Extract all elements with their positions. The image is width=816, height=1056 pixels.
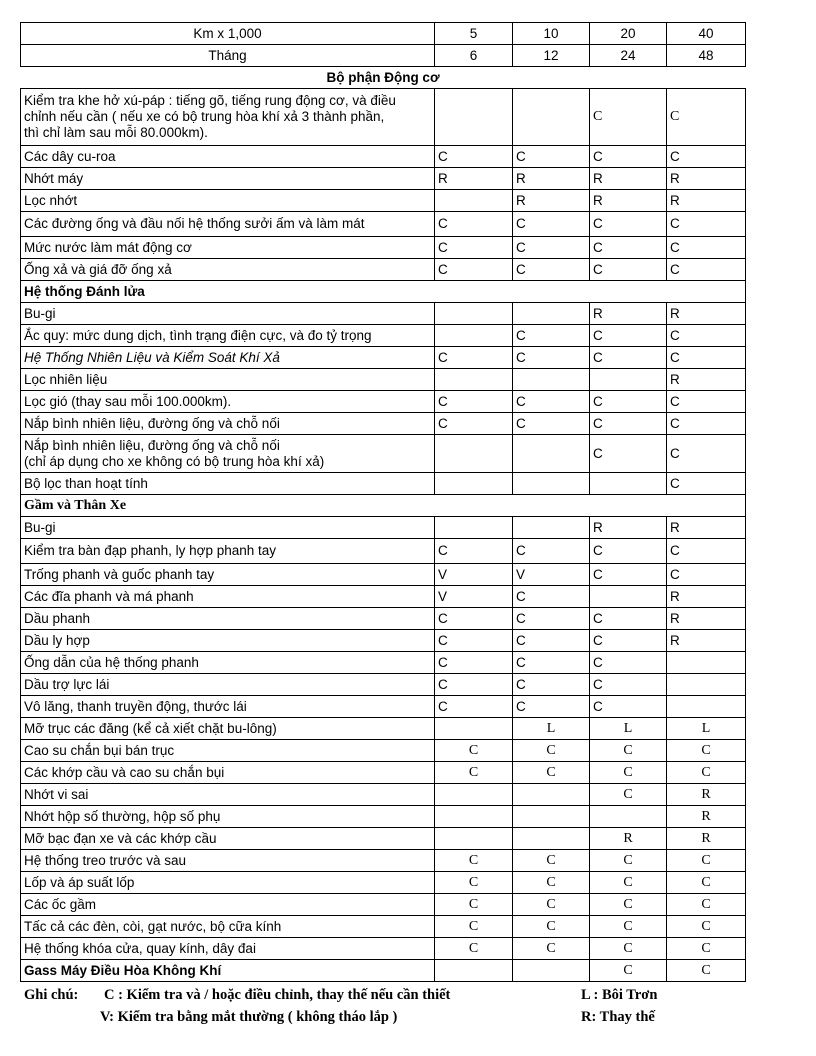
interval-cell: C (667, 146, 746, 168)
interval-cell (513, 303, 590, 325)
km-value: 5 (435, 23, 513, 45)
item-label: Các khớp cầu và cao su chắn bụi (21, 762, 435, 784)
interval-cell: R (590, 190, 667, 212)
item-label: Nhớt máy (21, 168, 435, 190)
interval-cell (435, 718, 513, 740)
interval-cell: C (590, 762, 667, 784)
schedule-row (21, 391, 746, 413)
item-label: Tấc cả các đèn, còi, gạt nước, bộ cữa kính (21, 916, 435, 938)
interval-cell: C (435, 259, 513, 281)
interval-cell (513, 784, 590, 806)
interval-cell: C (590, 740, 667, 762)
schedule-row (21, 539, 746, 564)
interval-cell: C (667, 564, 746, 586)
month-value: 24 (590, 45, 667, 67)
section-title: Bộ phận Động cơ (21, 67, 746, 89)
item-label: Kiểm tra bàn đạp phanh, ly hợp phanh tay (21, 539, 435, 564)
interval-cell: C (513, 325, 590, 347)
interval-cell (513, 517, 590, 539)
interval-cell: C (435, 696, 513, 718)
item-label: Hệ thống treo trước và sau (21, 850, 435, 872)
interval-cell: C (590, 212, 667, 237)
interval-cell: R (667, 168, 746, 190)
interval-cell (667, 696, 746, 718)
interval-cell: C (513, 413, 590, 435)
interval-cell: C (435, 762, 513, 784)
interval-cell: C (513, 539, 590, 564)
schedule-row (21, 806, 746, 828)
interval-cell: C (590, 413, 667, 435)
interval-cell: C (590, 916, 667, 938)
interval-cell: C (667, 740, 746, 762)
interval-cell: C (590, 894, 667, 916)
km-value: 40 (667, 23, 746, 45)
interval-cell: C (513, 762, 590, 784)
notes-label: Ghi chú: (24, 987, 79, 1003)
interval-cell: L (513, 718, 590, 740)
interval-cell: C (590, 539, 667, 564)
interval-cell: C (513, 938, 590, 960)
interval-cell: C (590, 674, 667, 696)
interval-cell (435, 303, 513, 325)
interval-cell: C (590, 391, 667, 413)
interval-cell: C (513, 237, 590, 259)
legend-c: C : Kiểm tra và / hoặc điều chỉnh, thay thế nếu cần thiết (104, 987, 451, 1003)
interval-cell: C (513, 674, 590, 696)
section-row (21, 281, 746, 303)
interval-cell: C (513, 850, 590, 872)
interval-cell (435, 784, 513, 806)
schedule-row (21, 718, 746, 740)
interval-cell: C (513, 652, 590, 674)
item-label: Các đĩa phanh và má phanh (21, 586, 435, 608)
interval-cell (667, 652, 746, 674)
interval-cell: C (435, 938, 513, 960)
interval-cell (590, 473, 667, 495)
section-title: Gầm và Thân Xe (21, 495, 746, 517)
interval-cell: C (435, 237, 513, 259)
interval-cell: L (590, 718, 667, 740)
schedule-row (21, 608, 746, 630)
interval-cell: C (667, 212, 746, 237)
interval-cell: C (435, 872, 513, 894)
interval-cell: R (590, 828, 667, 850)
schedule-row (21, 674, 746, 696)
interval-cell: R (667, 630, 746, 652)
interval-cell: R (667, 369, 746, 391)
item-label: Kiểm tra khe hở xú-páp : tiếng gõ, tiếng rung động cơ, và điều chỉnh nếu cần ( nếu xe có bộ trung hòa khí xả 3 thành phần, thì chỉ làm sau mỗi 80.000km). (21, 89, 435, 146)
schedule-row (21, 190, 746, 212)
interval-cell: C (590, 938, 667, 960)
legend-line-1 (24, 984, 784, 1006)
interval-cell: C (667, 539, 746, 564)
section-row (21, 67, 746, 89)
schedule-row (21, 784, 746, 806)
interval-cell: C (590, 435, 667, 473)
interval-cell: C (590, 237, 667, 259)
schedule-row (21, 850, 746, 872)
schedule-row (21, 259, 746, 281)
interval-cell: C (590, 784, 667, 806)
interval-cell: C (590, 259, 667, 281)
schedule-row (21, 652, 746, 674)
schedule-row (21, 89, 746, 146)
interval-cell: C (435, 674, 513, 696)
schedule-row (21, 960, 746, 982)
interval-cell (513, 806, 590, 828)
item-label: Dầu ly hợp (21, 630, 435, 652)
schedule-row (21, 435, 746, 473)
interval-cell: C (667, 872, 746, 894)
item-label: Nhớt vi sai (21, 784, 435, 806)
interval-cell: R (667, 784, 746, 806)
schedule-row (21, 938, 746, 960)
interval-cell (667, 674, 746, 696)
interval-cell: R (590, 168, 667, 190)
interval-cell: C (667, 237, 746, 259)
item-label: Gass Máy Điều Hòa Không Khí (21, 960, 435, 982)
interval-cell: V (513, 564, 590, 586)
interval-cell: C (435, 894, 513, 916)
item-label: Lốp và áp suất lốp (21, 872, 435, 894)
schedule-row (21, 325, 746, 347)
interval-cell: V (435, 586, 513, 608)
interval-cell: C (667, 325, 746, 347)
interval-cell: C (667, 938, 746, 960)
interval-cell: R (667, 806, 746, 828)
schedule-row (21, 916, 746, 938)
legend-v: V: Kiểm tra bằng mắt thường ( không tháo lắp ) (100, 1009, 398, 1025)
interval-cell: C (513, 347, 590, 369)
interval-cell: C (435, 916, 513, 938)
item-label: Mỡ trục các đăng (kể cả xiết chặt bu-lông) (21, 718, 435, 740)
interval-cell: C (513, 608, 590, 630)
item-label: Nắp bình nhiên liệu, đường ống và chỗ nối (21, 413, 435, 435)
schedule-row (21, 630, 746, 652)
interval-cell (435, 89, 513, 146)
interval-cell: C (590, 696, 667, 718)
item-label: Vô lăng, thanh truyền động, thước lái (21, 696, 435, 718)
interval-cell (590, 806, 667, 828)
item-label: Ống xả và giá đỡ ống xả (21, 259, 435, 281)
schedule-row (21, 762, 746, 784)
interval-cell: C (435, 608, 513, 630)
interval-cell: C (435, 146, 513, 168)
schedule-row (21, 413, 746, 435)
interval-cell (435, 369, 513, 391)
interval-cell: C (513, 586, 590, 608)
interval-cell: R (667, 517, 746, 539)
item-label: Trống phanh và guốc phanh tay (21, 564, 435, 586)
schedule-row (21, 828, 746, 850)
legend-r: R: Thay thế (581, 1009, 655, 1025)
interval-cell: R (667, 190, 746, 212)
schedule-row (21, 303, 746, 325)
interval-cell: C (667, 391, 746, 413)
interval-cell: R (667, 828, 746, 850)
interval-cell: C (435, 850, 513, 872)
schedule-row (21, 369, 746, 391)
item-label: Các đường ống và đầu nối hệ thống sưởi ấm và làm mát (21, 212, 435, 237)
interval-cell (513, 828, 590, 850)
interval-cell (435, 828, 513, 850)
interval-cell: C (667, 960, 746, 982)
interval-cell: C (590, 146, 667, 168)
interval-cell: R (667, 303, 746, 325)
month-label: Tháng (21, 45, 435, 67)
interval-cell: R (513, 168, 590, 190)
interval-cell: C (435, 652, 513, 674)
interval-cell: C (590, 850, 667, 872)
item-label: Ắc quy: mức dung dịch, tình trạng điện cực, và đo tỷ trọng (21, 325, 435, 347)
interval-cell: R (513, 190, 590, 212)
legend-notes (24, 984, 784, 1028)
schedule-row (21, 473, 746, 495)
month-value: 12 (513, 45, 590, 67)
interval-cell: C (667, 89, 746, 146)
interval-cell: R (667, 608, 746, 630)
interval-cell: C (590, 652, 667, 674)
item-label: Dầu phanh (21, 608, 435, 630)
interval-cell: C (513, 391, 590, 413)
interval-cell (435, 473, 513, 495)
maintenance-schedule-table (20, 22, 746, 982)
schedule-row (21, 212, 746, 237)
schedule-row (21, 586, 746, 608)
interval-cell (513, 369, 590, 391)
interval-cell: V (435, 564, 513, 586)
schedule-row (21, 237, 746, 259)
month-value: 48 (667, 45, 746, 67)
interval-cell: C (667, 850, 746, 872)
item-label: Các dây cu-roa (21, 146, 435, 168)
item-label: Bộ lọc than hoạt tính (21, 473, 435, 495)
interval-cell: C (435, 413, 513, 435)
item-label: Nhớt hộp số thường, hộp số phụ (21, 806, 435, 828)
interval-cell (513, 435, 590, 473)
interval-cell: R (590, 303, 667, 325)
legend-l: L : Bôi Trơn (581, 987, 658, 1003)
interval-cell: L (667, 718, 746, 740)
schedule-row (21, 517, 746, 539)
interval-cell: C (590, 872, 667, 894)
schedule-row (21, 740, 746, 762)
interval-cell: C (590, 630, 667, 652)
month-value: 6 (435, 45, 513, 67)
interval-cell: C (435, 539, 513, 564)
item-label: Lọc nhiên liệu (21, 369, 435, 391)
month-header-row (21, 45, 746, 67)
interval-cell (513, 473, 590, 495)
interval-cell: C (667, 259, 746, 281)
interval-cell: C (667, 435, 746, 473)
interval-cell: C (513, 146, 590, 168)
item-label: Cao su chắn bụi bán trục (21, 740, 435, 762)
item-label: Ống dẫn của hệ thống phanh (21, 652, 435, 674)
item-label: Hệ thống khóa cửa, quay kính, dây đai (21, 938, 435, 960)
km-label: Km x 1,000 (21, 23, 435, 45)
item-label: Mỡ bạc đạn xe và các khớp cầu (21, 828, 435, 850)
schedule-row (21, 564, 746, 586)
item-label: Các ốc gầm (21, 894, 435, 916)
interval-cell: C (590, 325, 667, 347)
interval-cell: C (435, 212, 513, 237)
interval-cell: C (667, 762, 746, 784)
item-label: Lọc gió (thay sau mỗi 100.000km). (21, 391, 435, 413)
interval-cell (435, 190, 513, 212)
interval-cell (435, 435, 513, 473)
interval-cell: C (513, 696, 590, 718)
interval-cell: C (590, 89, 667, 146)
interval-cell (435, 325, 513, 347)
interval-cell (435, 806, 513, 828)
interval-cell: R (590, 517, 667, 539)
interval-cell (590, 586, 667, 608)
interval-cell: C (667, 413, 746, 435)
interval-cell: C (513, 740, 590, 762)
item-label: Dầu trợ lực lái (21, 674, 435, 696)
schedule-row (21, 696, 746, 718)
interval-cell: C (513, 259, 590, 281)
item-label: Lọc nhớt (21, 190, 435, 212)
schedule-row (21, 894, 746, 916)
interval-cell: C (590, 564, 667, 586)
interval-cell: C (513, 630, 590, 652)
interval-cell: C (435, 391, 513, 413)
item-label: Nắp bình nhiên liệu, đường ống và chỗ nối (chỉ áp dụng cho xe không có bộ trung hòa khí xả) (21, 435, 435, 473)
schedule-row (21, 168, 746, 190)
schedule-row (21, 146, 746, 168)
interval-cell (435, 960, 513, 982)
item-label: Mức nước làm mát động cơ (21, 237, 435, 259)
interval-cell: R (667, 586, 746, 608)
interval-cell: C (667, 916, 746, 938)
interval-cell: C (435, 347, 513, 369)
interval-cell: C (667, 473, 746, 495)
interval-cell: C (590, 347, 667, 369)
interval-cell: C (667, 894, 746, 916)
legend-line-2 (24, 1006, 784, 1028)
km-header-row (21, 23, 746, 45)
interval-cell: C (590, 608, 667, 630)
interval-cell (513, 960, 590, 982)
km-value: 10 (513, 23, 590, 45)
schedule-row (21, 347, 746, 369)
interval-cell: C (513, 894, 590, 916)
interval-cell: R (435, 168, 513, 190)
schedule-row (21, 872, 746, 894)
interval-cell: C (435, 630, 513, 652)
interval-cell: C (667, 347, 746, 369)
item-label: Hệ Thống Nhiên Liệu và Kiểm Soát Khí Xả (21, 347, 435, 369)
km-value: 20 (590, 23, 667, 45)
interval-cell: C (590, 960, 667, 982)
interval-cell: C (435, 740, 513, 762)
section-row (21, 495, 746, 517)
interval-cell: C (513, 872, 590, 894)
interval-cell: C (513, 916, 590, 938)
item-label: Bu-gi (21, 517, 435, 539)
interval-cell: C (513, 212, 590, 237)
section-title: Hệ thống Đánh lửa (21, 281, 746, 303)
item-label: Bu-gi (21, 303, 435, 325)
interval-cell (590, 369, 667, 391)
interval-cell (435, 517, 513, 539)
interval-cell (513, 89, 590, 146)
